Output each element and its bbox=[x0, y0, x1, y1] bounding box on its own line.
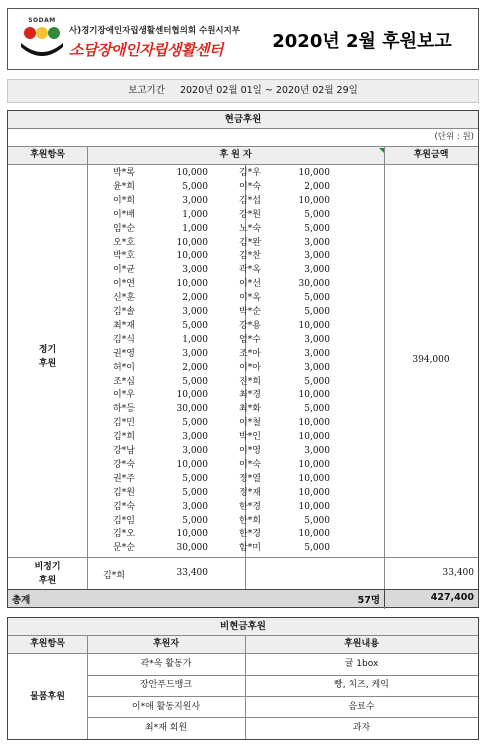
donor-name-right: 정*열 bbox=[239, 473, 261, 484]
inkind-header-content: 후원내용 bbox=[245, 636, 478, 654]
donor-name-left: 이*우 bbox=[113, 390, 135, 401]
inkind-content: 음료수 bbox=[348, 701, 375, 712]
donor-amount-right: 10,000 bbox=[298, 459, 330, 470]
donor-amount-right: 10,000 bbox=[298, 320, 330, 331]
donor-row bbox=[92, 334, 382, 348]
donor-amount-right: 5,000 bbox=[304, 376, 330, 387]
donor-row bbox=[92, 417, 382, 431]
donor-amount-left: 10,000 bbox=[176, 459, 208, 470]
donor-amount-left: 3,000 bbox=[182, 348, 208, 359]
logo-figures-icon bbox=[19, 25, 65, 61]
donor-amount-left: 10,000 bbox=[176, 168, 208, 178]
donor-amount-left: 10,000 bbox=[176, 251, 208, 262]
donor-row bbox=[92, 250, 382, 264]
irregular-amount: 33,400 bbox=[176, 568, 208, 578]
donor-amount-right: 10,000 bbox=[298, 390, 330, 401]
donor-name-right: 이*옥 bbox=[239, 293, 261, 304]
donor-name-right: 이*철 bbox=[239, 418, 261, 429]
donor-row bbox=[92, 528, 382, 542]
donor-name-left: 이*희 bbox=[113, 195, 135, 206]
donor-amount-left: 10,000 bbox=[176, 279, 208, 290]
donor-name-right: 한*경 bbox=[239, 501, 261, 512]
donor-amount-right: 2,000 bbox=[304, 181, 330, 192]
inkind-donor: 장안푸드뱅크 bbox=[139, 680, 193, 691]
report-period bbox=[7, 79, 479, 103]
donor-amount-left: 3,000 bbox=[182, 265, 208, 276]
donor-amount-left: 2,000 bbox=[182, 293, 208, 304]
header-amount: 후원금액 bbox=[384, 147, 478, 165]
donor-amount-left: 5,000 bbox=[182, 418, 208, 429]
inkind-list bbox=[87, 654, 478, 739]
donor-amount-left: 1,000 bbox=[182, 209, 208, 220]
donor-amount-left: 5,000 bbox=[182, 320, 208, 331]
regular-donor-list bbox=[92, 167, 382, 559]
donor-amount-right: 5,000 bbox=[304, 404, 330, 415]
donor-amount-right: 3,000 bbox=[304, 362, 330, 373]
donor-row bbox=[92, 264, 382, 278]
donor-row bbox=[92, 501, 382, 515]
donor-amount-left: 5,000 bbox=[182, 473, 208, 484]
donor-amount-left: 5,000 bbox=[182, 515, 208, 526]
irregular-total-amount: 33,400 bbox=[442, 568, 474, 578]
donor-row bbox=[92, 195, 382, 209]
donor-name-left: 박*호 bbox=[113, 251, 135, 262]
donor-amount-right: 3,000 bbox=[304, 334, 330, 345]
irregular-donor: 김*희 bbox=[103, 571, 125, 581]
donor-amount-left: 2,000 bbox=[182, 362, 208, 373]
donor-amount-right: 3,000 bbox=[304, 251, 330, 262]
donor-row bbox=[92, 403, 382, 417]
donor-amount-left: 1,000 bbox=[182, 334, 208, 345]
inkind-header-category: 후원항목 bbox=[8, 636, 87, 654]
donor-name-left: 윤*희 bbox=[113, 181, 135, 192]
sodam-logo-mark-icon bbox=[19, 17, 65, 61]
donor-amount-right: 10,000 bbox=[298, 168, 330, 178]
donor-name-right: 이*숙 bbox=[239, 181, 261, 192]
donor-name-right: 박*인 bbox=[239, 432, 261, 443]
donor-row bbox=[92, 389, 382, 403]
donor-amount-right: 3,000 bbox=[304, 265, 330, 276]
donor-row bbox=[92, 167, 382, 181]
donor-row bbox=[92, 459, 382, 473]
donor-name-left: 김*임 bbox=[113, 515, 135, 526]
inkind-content: 귤 1box bbox=[344, 659, 379, 669]
donor-name-right: 김*완 bbox=[239, 237, 261, 248]
donor-name-right: 엄*수 bbox=[239, 334, 261, 345]
period-label: 보고기간 bbox=[128, 85, 165, 96]
donor-name-right: 김*섭 bbox=[239, 195, 261, 206]
total-count: 57명 bbox=[357, 595, 380, 606]
total-amount: 427,400 bbox=[430, 592, 474, 603]
donor-name-left: 권*주 bbox=[113, 473, 135, 484]
sodam-logo bbox=[13, 11, 241, 67]
inkind-section-title: 비현금후원 bbox=[8, 618, 478, 636]
donor-row bbox=[92, 362, 382, 376]
donor-name-right: 이*영 bbox=[239, 446, 261, 456]
donor-name-left: 김*오 bbox=[113, 529, 135, 540]
donor-name-right: 강*원 bbox=[239, 209, 261, 220]
donor-name-right: 김*찬 bbox=[239, 251, 261, 262]
donor-name-right: 강*용 bbox=[239, 320, 261, 331]
donor-name-left: 김*식 bbox=[113, 334, 135, 345]
donor-name-left: 조*심 bbox=[113, 376, 135, 387]
total-label: 총계 bbox=[12, 595, 31, 606]
donor-amount-left: 5,000 bbox=[182, 487, 208, 498]
donor-name-right: 김*우 bbox=[239, 168, 261, 178]
donor-name-left: 강*남 bbox=[113, 446, 135, 456]
center-name: 소담장애인자립생활센터 bbox=[69, 41, 223, 59]
org-name: 사)경기장애인자립생활센터협의회 수원시지부 bbox=[69, 26, 241, 36]
donor-row bbox=[92, 209, 382, 223]
donor-name-left: 김*원 bbox=[113, 487, 135, 498]
donor-name-left: 김*솔 bbox=[113, 307, 135, 317]
regular-donation-label: 정기 후원 bbox=[38, 345, 57, 369]
inkind-donor: 곽*욱 활동가 bbox=[140, 659, 192, 669]
donor-name-right: 한*희 bbox=[239, 515, 261, 526]
donor-amount-right: 10,000 bbox=[298, 473, 330, 484]
donor-row bbox=[92, 515, 382, 529]
donor-amount-left: 3,000 bbox=[182, 195, 208, 206]
donor-amount-left: 3,000 bbox=[182, 501, 208, 512]
donor-name-right: 정*재 bbox=[239, 487, 261, 498]
donor-amount-left: 5,000 bbox=[182, 181, 208, 192]
cash-total-row bbox=[8, 589, 478, 607]
donor-name-left: 이*연 bbox=[113, 279, 135, 290]
donor-name-left: 박*록 bbox=[113, 168, 135, 178]
donor-amount-right: 3,000 bbox=[304, 446, 330, 456]
donor-amount-right: 5,000 bbox=[304, 543, 330, 554]
donor-name-right: 한*경 bbox=[239, 529, 261, 540]
donor-name-left: 임*순 bbox=[113, 223, 135, 234]
donor-amount-left: 3,000 bbox=[182, 307, 208, 317]
inkind-category: 물품후원 bbox=[30, 692, 65, 702]
donor-amount-right: 5,000 bbox=[304, 293, 330, 304]
donor-name-left: 이*배 bbox=[113, 209, 135, 220]
logo-brand-text: SODAM bbox=[28, 17, 56, 24]
inkind-content: 빵, 치즈, 케익 bbox=[334, 680, 389, 691]
donor-name-right: 이*숙 bbox=[239, 459, 261, 470]
irregular-donation-label: 비정기 후원 bbox=[34, 562, 61, 586]
cash-donation-table bbox=[7, 110, 479, 608]
donor-name-right: 함*미 bbox=[239, 543, 261, 554]
donor-name-right: 최*화 bbox=[239, 404, 261, 415]
donor-amount-left: 3,000 bbox=[182, 446, 208, 456]
donor-name-right: 곽*옥 bbox=[239, 265, 261, 276]
donor-row bbox=[92, 487, 382, 501]
donor-amount-right: 10,000 bbox=[298, 487, 330, 498]
inkind-content: 과자 bbox=[352, 722, 371, 733]
donor-row bbox=[92, 348, 382, 362]
donor-row bbox=[92, 292, 382, 306]
donor-amount-left: 30,000 bbox=[176, 404, 208, 415]
report-title: 2020년 2월 후원보고 bbox=[272, 31, 452, 52]
header-category: 후원항목 bbox=[8, 147, 87, 165]
donor-row bbox=[92, 223, 382, 237]
donor-amount-right: 5,000 bbox=[304, 515, 330, 526]
donor-amount-left: 5,000 bbox=[182, 376, 208, 387]
donor-row bbox=[92, 542, 382, 556]
donor-name-left: 신*훈 bbox=[113, 293, 135, 304]
donor-amount-left: 1,000 bbox=[182, 223, 208, 234]
inkind-donor: 이*애 활동지원사 bbox=[131, 701, 201, 712]
donor-amount-right: 5,000 bbox=[304, 223, 330, 234]
donor-name-left: 이*균 bbox=[113, 265, 135, 276]
report-header bbox=[7, 8, 479, 70]
donor-name-right: 조*아 bbox=[239, 348, 261, 359]
donor-name-right: 이*아 bbox=[239, 362, 261, 373]
donor-row bbox=[92, 473, 382, 487]
donor-row bbox=[92, 320, 382, 334]
inkind-donor: 최*재 회원 bbox=[144, 722, 188, 733]
donor-name-right: 박*순 bbox=[239, 307, 261, 317]
donor-amount-right: 10,000 bbox=[298, 195, 330, 206]
donor-amount-left: 30,000 bbox=[176, 543, 208, 554]
donor-amount-right: 10,000 bbox=[298, 529, 330, 540]
donor-amount-right: 30,000 bbox=[298, 279, 330, 290]
donor-amount-right: 5,000 bbox=[304, 209, 330, 220]
donor-row bbox=[92, 181, 382, 195]
donor-name-left: 최*재 bbox=[113, 320, 135, 331]
donor-name-left: 강*숙 bbox=[113, 459, 135, 470]
donor-name-left: 권*영 bbox=[113, 348, 135, 359]
donor-name-left: 김*숙 bbox=[113, 501, 135, 512]
donor-amount-left: 10,000 bbox=[176, 237, 208, 248]
donor-amount-left: 10,000 bbox=[176, 529, 208, 540]
regular-total-amount: 394,000 bbox=[412, 355, 450, 365]
donor-name-left: 오*호 bbox=[113, 237, 135, 248]
cash-section-title: 현금후원 bbox=[8, 111, 478, 129]
donor-name-left: 김*민 bbox=[113, 418, 135, 429]
donor-row bbox=[92, 237, 382, 251]
donor-row bbox=[92, 376, 382, 390]
period-range: 2020년 02월 01일 ~ 2020년 02월 29일 bbox=[179, 85, 358, 96]
donor-row bbox=[92, 445, 382, 459]
donor-name-right: 최*경 bbox=[239, 390, 261, 401]
unit-label: (단위 : 원) bbox=[8, 129, 478, 147]
donor-amount-right: 10,000 bbox=[298, 418, 330, 429]
donor-row bbox=[92, 431, 382, 445]
donor-amount-left: 3,000 bbox=[182, 432, 208, 443]
donor-name-left: 하*등 bbox=[113, 404, 135, 415]
donor-name-left: 허*이 bbox=[113, 362, 135, 373]
donor-row bbox=[92, 278, 382, 292]
donor-amount-right: 10,000 bbox=[298, 432, 330, 443]
donor-name-right: 이*선 bbox=[239, 279, 261, 290]
header-donor: 후 원 자 bbox=[87, 147, 384, 165]
donor-name-left: 문*순 bbox=[113, 543, 135, 554]
donor-amount-right: 3,000 bbox=[304, 348, 330, 359]
donor-amount-right: 3,000 bbox=[304, 237, 330, 248]
donor-amount-right: 10,000 bbox=[298, 501, 330, 512]
donor-amount-right: 5,000 bbox=[304, 307, 330, 317]
donor-name-right: 노*숙 bbox=[239, 223, 261, 234]
inkind-header-donor: 후원자 bbox=[87, 636, 245, 654]
inkind-donation-table bbox=[7, 617, 479, 740]
donor-name-right: 진*희 bbox=[239, 376, 261, 387]
donor-row bbox=[92, 306, 382, 320]
donor-name-left: 김*희 bbox=[113, 432, 135, 443]
donor-amount-left: 10,000 bbox=[176, 390, 208, 401]
